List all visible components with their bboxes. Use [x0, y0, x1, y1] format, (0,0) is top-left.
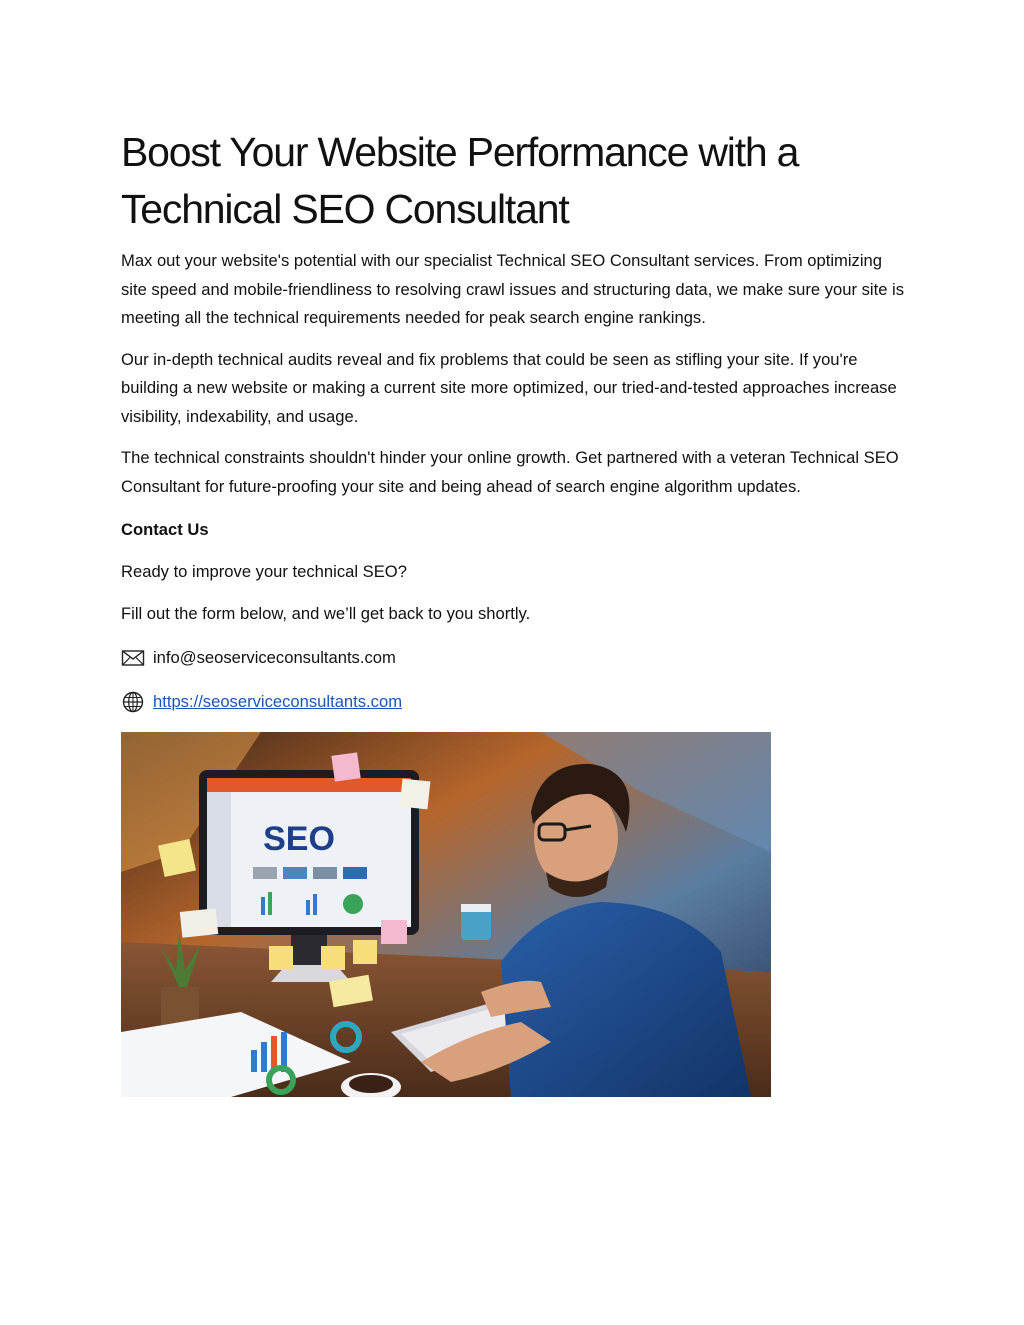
email-row — [121, 644, 911, 672]
globe-icon — [121, 690, 145, 714]
website-link[interactable]: https://seoserviceconsultants.com — [153, 692, 403, 711]
page-title: Boost Your Website Performance with a Technical SEO Consultant — [121, 129, 799, 232]
audit-paragraph: Our in-depth technical audits reveal and fix problems that could be seen as stifling your site. If you're building a new website or making a current site more optimized, our tried-and-tested approaches increase visibility, indexability, and usage. — [121, 349, 897, 426]
contact-prompt: Ready to improve your technical SEO? — [121, 562, 407, 581]
screen-seo-text: SEO — [263, 820, 335, 858]
website-row — [121, 688, 911, 716]
email-address[interactable]: info@seoserviceconsultants.com — [153, 648, 396, 667]
partner-paragraph: The technical constraints shouldn't hinder your online growth. Get partnered with a veteran Technical SEO Consultant for future-proofing your site and being ahead of search engine algorithm updates. — [121, 448, 899, 496]
envelope-icon — [121, 646, 145, 670]
hero-image — [121, 732, 771, 1097]
contact-instruction: Fill out the form below, and we’ll get back to you shortly. — [121, 604, 531, 623]
intro-paragraph: Max out your website's potential with our specialist Technical SEO Consultant services. From optimizing site speed and mobile-friendliness to resolving crawl issues and structuring data, we make sure your site is meeting all the technical requirements needed for peak search engine rankings. — [121, 251, 905, 327]
contact-heading: Contact Us — [121, 520, 209, 539]
document-page — [121, 124, 911, 1097]
seo-consultant-photo — [121, 732, 771, 1097]
